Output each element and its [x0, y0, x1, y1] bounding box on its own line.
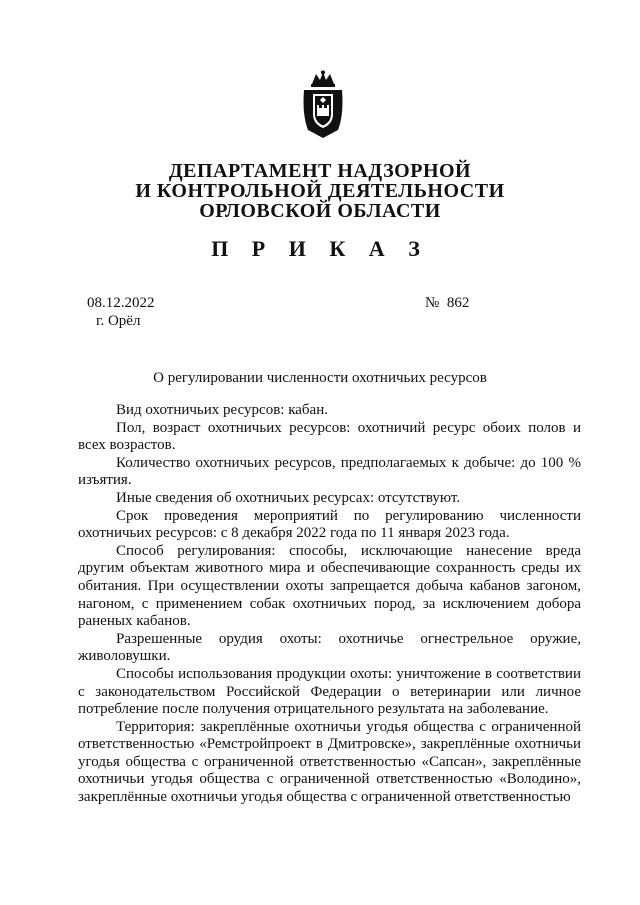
order-city: г. Орёл	[96, 313, 141, 329]
order-date: 08.12.2022	[87, 295, 155, 311]
number-value: 862	[446, 295, 470, 311]
paragraph-method: Способ регулирования: способы, исключающие нанесение вреда другим объектам животного мира и обеспечивающие сохранность среды их обитания. При осуществлении охоты запрещается добыча кабанов загоном, нагоном, с применением собак охотничьих пород, за исключением добора раненых кабанов.	[78, 542, 581, 630]
department-name-line-2: И КОНТРОЛЬНОЙ ДЕЯТЕЛЬНОСТИ	[135, 180, 505, 202]
document-type-title: П Р И К А З	[211, 236, 429, 261]
paragraph-sex-age: Пол, возраст охотничьих ресурсов: охотничий ресурс обоих полов и всех возрастов.	[78, 419, 581, 454]
paragraph-product-use: Способы использования продукции охоты: уничтожение в соответствии с законодательством Российской Федерации о ветеринарии или личное потребление после получения отрицательного результата на заболевание.	[78, 665, 581, 718]
order-body	[78, 402, 581, 807]
paragraph-other-info: Иные сведения об охотничьих ресурсах: отсутствуют.	[116, 489, 461, 506]
paragraph-quantity: Количество охотничьих ресурсов, предполагаемых к добыче: до 100 % изъятия.	[78, 454, 581, 489]
paragraph-territory: Территория: закреплённые охотничьи угодья общества с ограниченной ответственностью «Ремстройпроект в Дмитровске», закреплённые охотничьи угодья общества с ограниченной ответственностью «Сапсан», закреплённые охотничьи угодья общества с ограниченной ответственностью «Володино», закреплённые охотничьи угодья общества с ограниченной ответственностью	[78, 718, 581, 806]
paragraph-tools: Разрешенные орудия охоты: охотничье огнестрельное оружие, живоловушки.	[78, 630, 581, 665]
paragraph-period: Срок проведения мероприятий по регулированию численности охотничьих ресурсов: с 8 декабря 2022 года по 11 января 2023 года.	[78, 507, 581, 542]
paragraph-resource-type: Вид охотничьих ресурсов: кабан.	[116, 402, 328, 418]
coat-of-arms-emblem	[298, 70, 348, 140]
number-sign: №	[425, 295, 440, 311]
order-number	[425, 294, 469, 312]
order-subject: О регулировании численности охотничьих ресурсов	[153, 370, 487, 386]
department-name-line-1: ДЕПАРТАМЕНТ НАДЗОРНОЙ	[168, 160, 472, 182]
department-name-line-3: ОРЛОВСКОЙ ОБЛАСТИ	[199, 200, 441, 222]
